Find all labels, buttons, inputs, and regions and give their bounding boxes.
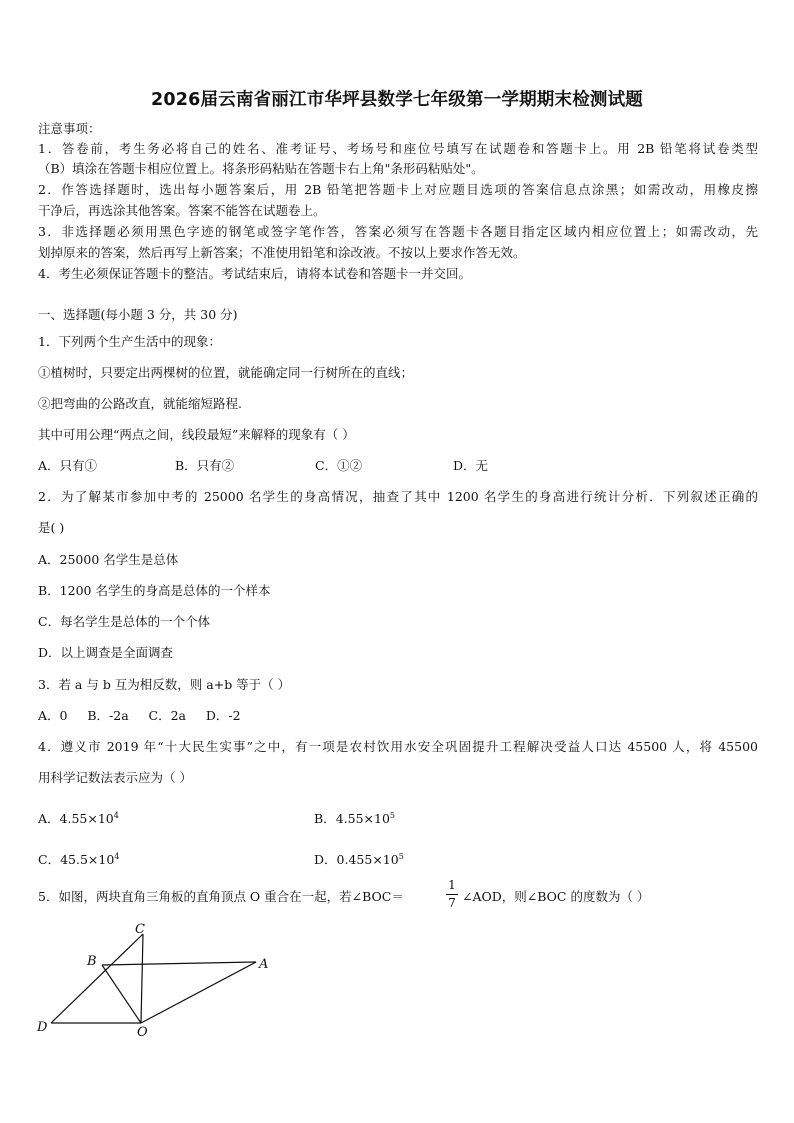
option-value: 0.455×10 [336, 852, 399, 867]
option-exponent: 4 [113, 811, 119, 820]
notes-line: 3．非选择题必须用黑色字迹的钢笔或签字笔作答，答案必须写在答题卡各题目指定区域内相应位置上；如需改动，先 [38, 224, 758, 239]
question-3-stem: 3．若 a 与 b 互为相反数，则 a+b 等于（ ） [38, 677, 291, 692]
question-4-stem: 4．遵义市 2019 年“十大民生实事”之中，有一项是农村饮用水安全巩固提升工程解决受益人口达 45500 人，将 45500 [38, 739, 758, 754]
label-b: B [87, 954, 97, 969]
notes-heading: 注意事项： [38, 121, 101, 136]
question-4-option-a [38, 808, 119, 827]
triangle-figure [30, 918, 290, 1043]
question-1-stem: 1．下列两个生产生活中的现象： [38, 334, 221, 349]
notes-line: 干净后，再选涂其他答案。答案不能答在试题卷上。 [38, 203, 326, 218]
question-2-option-d: D．以上调查是全面调查 [38, 645, 174, 660]
option-value: 45.5×10 [60, 852, 115, 867]
question-2-option-a: A．25000 名学生是总体 [38, 552, 179, 567]
option-label: B． [314, 811, 336, 826]
question-2-stem: 2．为了解某市参加中考的 25000 名学生的身高情况，抽查了其中 1200 名学生的身高进行统计分析．下列叙述正确的 [38, 489, 758, 504]
question-1-option-a: A．只有① [38, 458, 98, 473]
question-4-option-c [38, 849, 119, 868]
notes-line: （B）填涂在答题卡相应位置上。将条形码粘贴在答题卡右上角"条形码粘贴处"。 [38, 161, 484, 176]
segment-dc [51, 934, 143, 1023]
question-4-option-b [314, 808, 395, 827]
option-exponent: 4 [114, 852, 120, 861]
segment-ba [102, 962, 256, 965]
question-5-stem-after: ∠AOD，则∠BOC 的度数为（ ） [462, 889, 650, 904]
fraction-denominator: 7 [448, 896, 456, 910]
question-1-option-c: C．①② [315, 458, 363, 473]
notes-line: 2．作答选择题时，选出每小题答案后，用 2B 铅笔把答题卡上对应题目选项的答案信息点涂黑；如需改动，用橡皮擦 [38, 182, 758, 197]
fraction-bar [446, 894, 458, 895]
question-3-options: A．0 B．-2a C．2a D．-2 [38, 708, 241, 723]
question-4-option-d [314, 849, 404, 868]
question-1-item-2: ②把弯曲的公路改直，就能缩短路程. [38, 396, 242, 411]
option-label: A． [38, 811, 60, 826]
segment-bo [102, 965, 141, 1023]
question-5-stem-before: 5．如图，两块直角三角板的直角顶点 O 重合在一起，若∠BOC＝ [38, 889, 404, 904]
option-exponent: 5 [389, 811, 395, 820]
fraction-numerator: 1 [448, 878, 456, 892]
segment-co [141, 934, 143, 1023]
label-o: O [137, 1025, 148, 1040]
question-4-stem-cont: 用科学记数法表示应为（ ） [38, 770, 192, 785]
option-value: 4.55×10 [335, 811, 390, 826]
question-1-option-b: B．只有② [175, 458, 235, 473]
notes-line: 划掉原来的答案，然后再写上新答案；不准使用铅笔和涂改液。不按以上要求作答无效。 [38, 245, 526, 260]
question-2-option-c: C．每名学生是总体的一个个体 [38, 614, 211, 629]
option-value: 4.55×10 [59, 811, 114, 826]
notes-line: 1．答卷前，考生务必将自己的姓名、准考证号、考场号和座位号填写在试题卷和答题卡上。用 2B 铅笔将试卷类型 [38, 141, 758, 156]
segment-oa [141, 962, 256, 1023]
question-1-item-1: ①植树时，只要定出两棵树的位置，就能确定同一行树所在的直线； [38, 365, 414, 380]
label-d: D [37, 1020, 48, 1035]
question-2-stem-cont: 是( ) [38, 520, 65, 535]
notes-line: 4．考生必须保证答题卡的整洁。考试结束后，请将本试卷和答题卡一并交回。 [38, 266, 471, 281]
fraction [445, 878, 459, 911]
question-2-option-b: B．1200 名学生的身高是总体的一个样本 [38, 583, 271, 598]
option-label: C． [38, 852, 61, 867]
label-c: C [135, 922, 145, 937]
question-1-ask: 其中可用公理“两点之间，线段最短”来解释的现象有（ ） [38, 427, 355, 442]
option-exponent: 5 [398, 852, 404, 861]
label-a: A [259, 957, 269, 972]
option-label: D． [314, 852, 337, 867]
question-1-option-d: D．无 [453, 458, 489, 473]
exam-title: 2026届云南省丽江市华坪县数学七年级第一学期期末检测试题 [150, 90, 643, 110]
section-heading: 一、选择题(每小题 3 分，共 30 分) [38, 307, 238, 322]
